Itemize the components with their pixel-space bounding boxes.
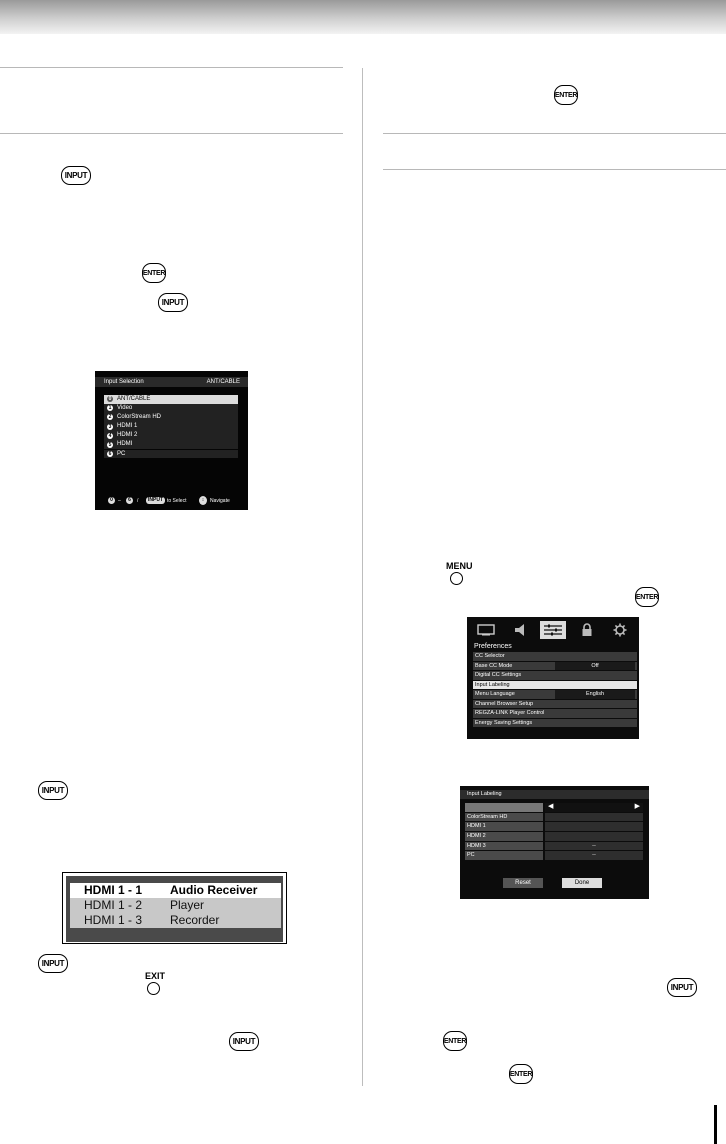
pref-value: Off	[555, 662, 635, 671]
label-value: --	[545, 851, 643, 860]
input-item-ant-cable[interactable]	[104, 395, 238, 404]
label-value-selector[interactable]	[545, 803, 643, 812]
hdmi-device-label: Audio Receiver	[170, 883, 258, 897]
divider	[0, 133, 343, 134]
label-row[interactable]	[465, 822, 643, 831]
column-separator	[362, 68, 363, 1086]
input-item-label: HDMI	[117, 441, 133, 448]
label-input-name	[465, 803, 543, 812]
hdmi-device-row[interactable]	[70, 898, 281, 913]
input-item-hdmi2[interactable]	[104, 431, 238, 440]
label-value	[545, 813, 643, 822]
pref-cc-selector[interactable]	[473, 652, 637, 661]
label-value	[545, 832, 643, 841]
pref-input-labeling[interactable]	[473, 681, 637, 690]
input-key-icon: INPUT	[38, 781, 68, 800]
preferences-icon[interactable]	[540, 621, 566, 639]
hdmi-device-row[interactable]	[70, 913, 281, 928]
pref-energy-saving[interactable]	[473, 719, 637, 728]
divider	[383, 133, 726, 134]
divider	[383, 169, 726, 170]
pref-label: Menu Language	[475, 691, 515, 697]
preferences-menu-screen	[467, 617, 639, 739]
hdmi-device-row[interactable]	[70, 883, 281, 898]
input-item-hdmi1[interactable]	[104, 422, 238, 431]
input-key-icon: INPUT	[38, 954, 68, 973]
number-icon: 4	[108, 432, 112, 439]
pref-menu-language[interactable]	[473, 690, 637, 699]
hdmi-device-label: Recorder	[170, 913, 220, 927]
label-row[interactable]	[465, 832, 643, 841]
right-arrow-icon[interactable]: ▶	[634, 803, 640, 810]
input-item-label: ColorStream HD	[117, 414, 162, 421]
input-key-icon: INPUT	[61, 166, 91, 185]
picture-icon[interactable]	[473, 621, 499, 639]
label-row[interactable]	[465, 813, 643, 822]
number-icon: 1	[108, 405, 112, 412]
enter-key-icon: ENTER	[509, 1064, 533, 1084]
input-item-label: Video	[117, 405, 133, 412]
label-input-name: ColorStream HD	[465, 813, 543, 822]
label-input-name: PC	[465, 851, 543, 860]
pref-label: CC Selector	[475, 653, 505, 659]
pref-regza-link[interactable]	[473, 709, 637, 718]
pref-label: REGZA-LINK Player Control	[475, 710, 545, 716]
pref-label: Channel Browser Setup	[475, 700, 534, 707]
current-input: ANT/CABLE	[206, 379, 240, 385]
exit-key-icon	[147, 982, 160, 995]
preferences-list	[473, 652, 637, 728]
label-row[interactable]	[465, 842, 643, 851]
pref-digital-cc-settings[interactable]	[473, 671, 637, 680]
pref-label: Energy Saving Settings	[475, 719, 533, 726]
navigate-text: Navigate	[210, 498, 230, 504]
input-item-label: PC	[117, 450, 126, 457]
input-item-hdmi[interactable]	[104, 440, 238, 449]
input-selection-title: Input Selection	[104, 379, 144, 385]
enter-key-icon: ENTER	[443, 1031, 467, 1051]
hdmi-input-label: HDMI 1 - 1	[84, 883, 143, 897]
range-separator: –	[118, 498, 121, 504]
lock-icon[interactable]	[574, 621, 600, 639]
input-selection-header	[95, 377, 248, 387]
input-key-icon: INPUT	[667, 978, 697, 997]
number-icon: 2	[108, 414, 112, 421]
number-icon: 3	[108, 423, 112, 430]
left-arrow-icon[interactable]: ◀	[548, 803, 554, 810]
input-labeling-list	[465, 803, 643, 861]
hdmi-input-label: HDMI 1 - 3	[84, 913, 143, 927]
pref-label: Base CC Mode	[475, 662, 513, 669]
hdmi-input-label: HDMI 1 - 2	[84, 898, 143, 912]
reset-button[interactable]: Reset	[503, 878, 543, 888]
audio-icon[interactable]	[507, 621, 533, 639]
number-icon: 5	[108, 441, 112, 448]
input-item-label: ANT/CABLE	[117, 396, 151, 402]
pref-base-cc-mode[interactable]	[473, 662, 637, 671]
enter-key-icon: ENTER	[635, 587, 659, 607]
input-item-pc[interactable]	[104, 450, 238, 459]
input-button-icon: INPUT	[148, 497, 163, 503]
enter-key-icon: ENTER	[142, 263, 166, 283]
input-item-video[interactable]	[104, 404, 238, 413]
hdmi-device-label: Player	[170, 898, 205, 912]
enter-key-icon: ENTER	[554, 85, 578, 105]
setup-gear-icon[interactable]	[607, 621, 633, 639]
number-icon: 6	[108, 450, 112, 457]
pref-channel-browser-setup[interactable]	[473, 700, 637, 709]
label-row-selected[interactable]	[465, 803, 643, 812]
footer-slash: /	[137, 498, 139, 504]
menu-key-label: MENU	[446, 561, 473, 571]
label-row[interactable]	[465, 851, 643, 860]
label-input-name: HDMI 3	[465, 842, 543, 851]
pref-label: Input Labeling	[475, 681, 510, 688]
input-labeling-title: Input Labeling	[460, 790, 649, 799]
number-icon: 0	[108, 396, 112, 403]
page-edge-bar	[714, 1105, 717, 1144]
done-button[interactable]: Done	[562, 878, 602, 888]
header-bar	[0, 0, 726, 34]
label-input-name: HDMI 1	[465, 822, 543, 831]
preferences-title: Preferences	[474, 643, 512, 650]
pref-value: English	[555, 690, 635, 699]
input-labeling-screen	[460, 786, 649, 899]
menu-icon-bar	[473, 621, 633, 639]
input-item-label: HDMI 2	[117, 432, 138, 439]
range-start-icon: 0	[108, 497, 115, 504]
exit-key-label: EXIT	[145, 971, 166, 981]
select-text: to Select	[167, 498, 187, 504]
range-end-icon: 6	[126, 497, 133, 504]
input-item-label: HDMI 1	[117, 423, 138, 430]
label-input-name: HDMI 2	[465, 832, 543, 841]
input-key-icon: INPUT	[158, 293, 188, 312]
hdmi-device-list	[62, 872, 287, 944]
input-item-colorstream[interactable]	[104, 413, 238, 422]
input-key-icon: INPUT	[229, 1032, 259, 1051]
input-list	[104, 395, 238, 459]
navigate-icon: ↕	[199, 496, 207, 505]
pref-label: Digital CC Settings	[475, 672, 522, 678]
label-value	[545, 822, 643, 831]
label-value: --	[545, 842, 643, 851]
menu-key-icon	[450, 572, 463, 585]
divider	[0, 67, 343, 68]
input-selection-screen	[95, 371, 248, 510]
